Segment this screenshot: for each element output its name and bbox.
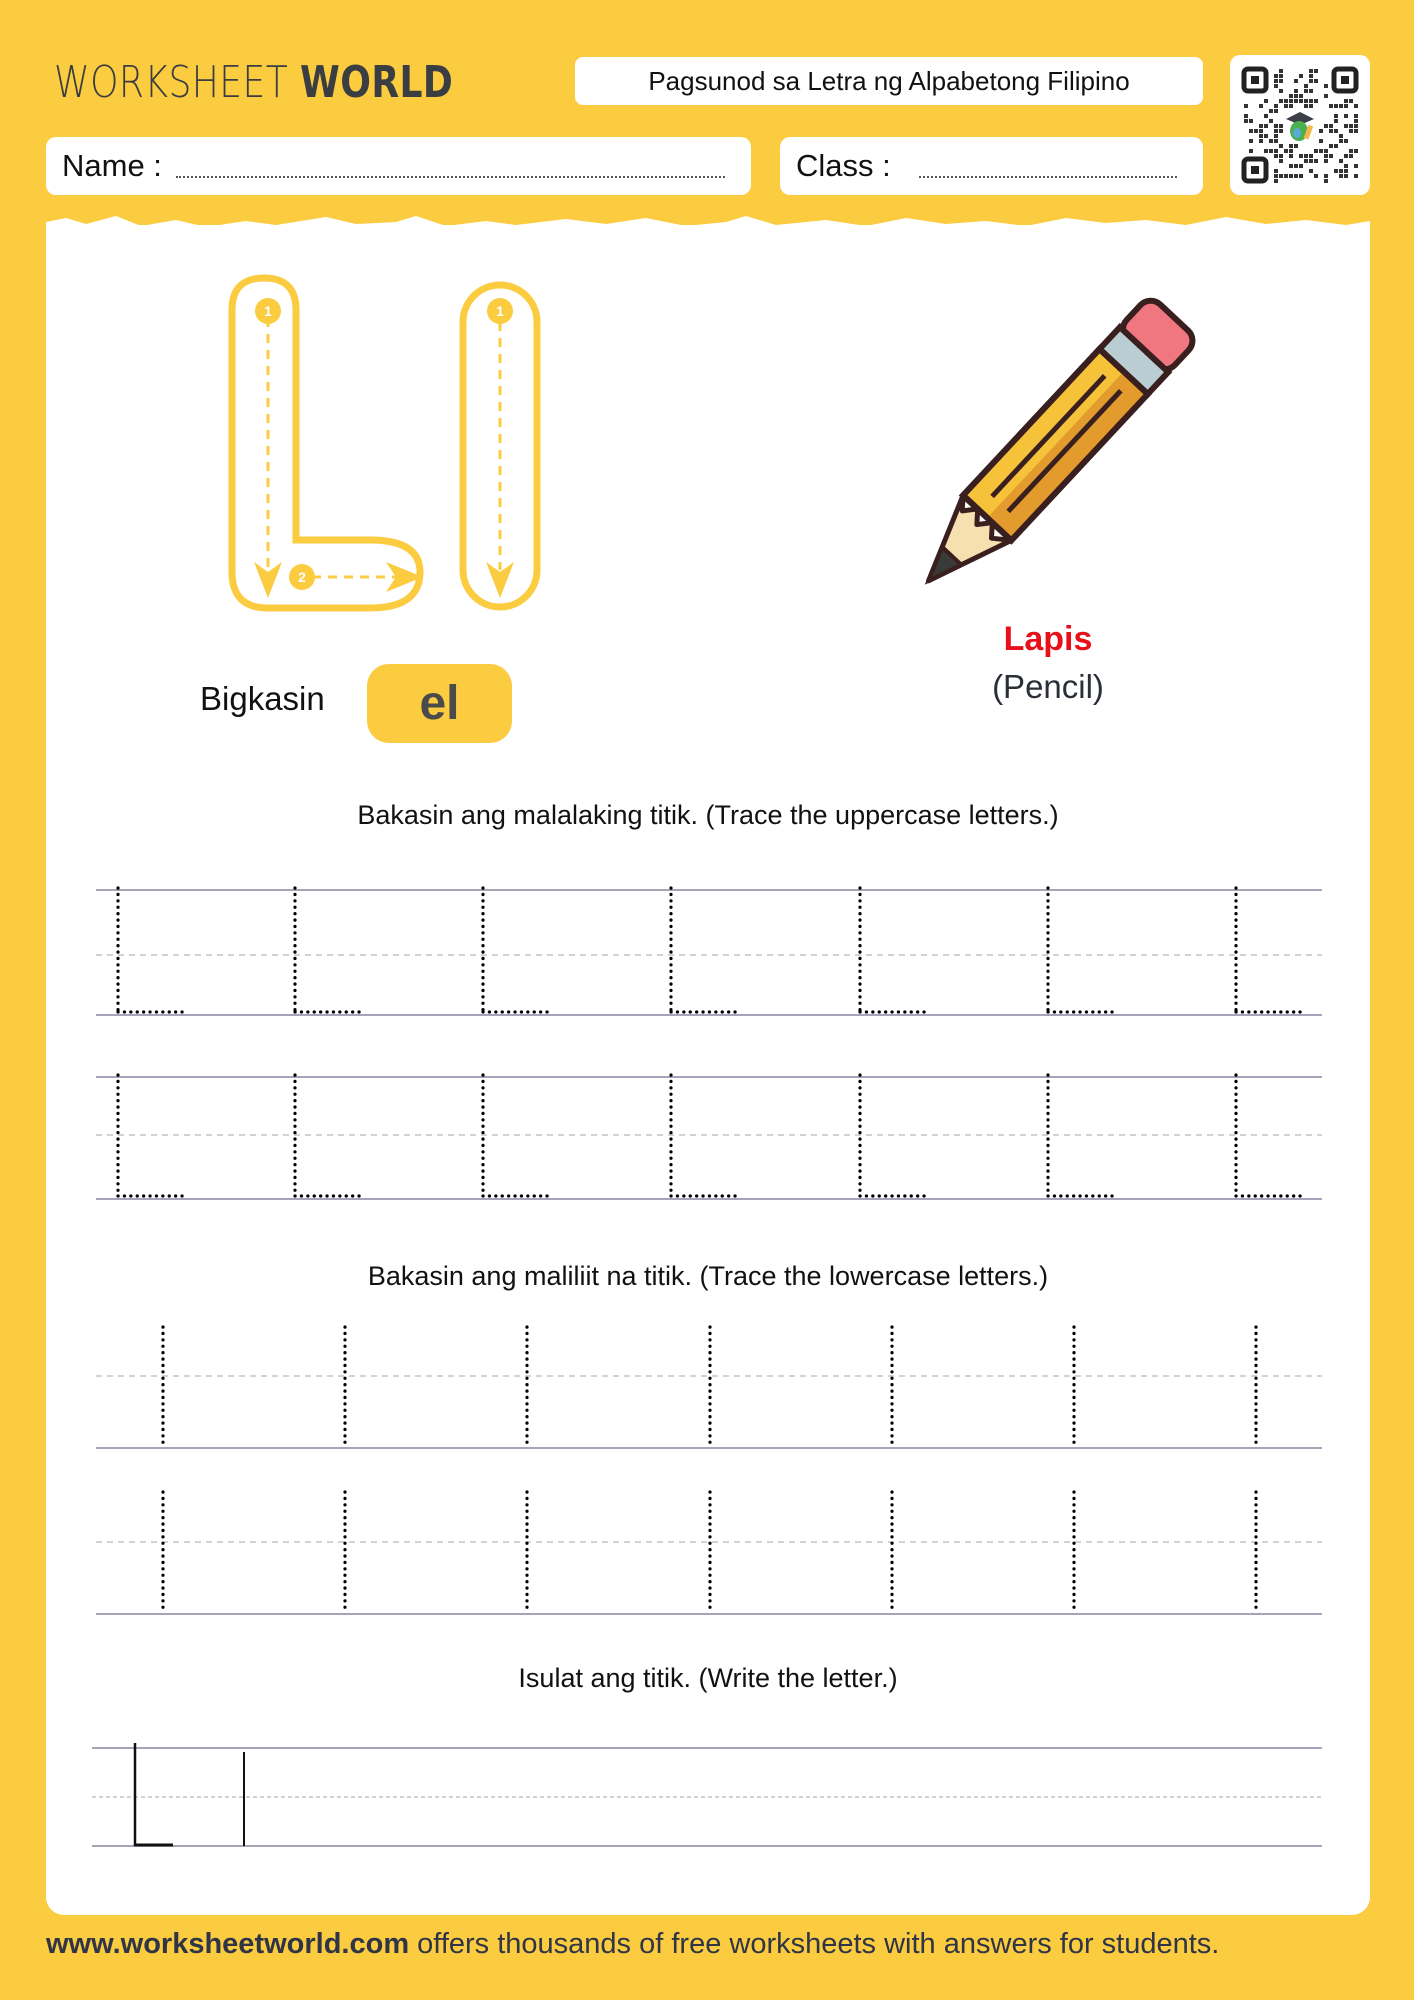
worksheet-title: Pagsunod sa Letra ng Alpabetong Filipino [575, 57, 1203, 105]
svg-text:1: 1 [496, 303, 504, 319]
footer-site-link[interactable]: www.worksheetworld.com [46, 1928, 410, 1960]
picture-word: Lapis [1003, 620, 1093, 658]
pronunciation-badge: el [367, 664, 512, 743]
uppercase-instruction: Bakasin ang malalaking titik. (Trace the uppercase letters.) [357, 800, 1059, 830]
write-instruction: Isulat ang titik. (Write the letter.) [518, 1663, 898, 1693]
svg-text:2: 2 [298, 569, 306, 585]
svg-text:1: 1 [264, 303, 272, 319]
name-label: Name : [62, 148, 162, 183]
lowercase-instruction: Bakasin ang maliliit na titik. (Trace the lowercase letters.) [367, 1261, 1049, 1291]
brand-name: WORKSHEET WORLD [54, 56, 454, 108]
footer-text: www.worksheetworld.com offers thousands of free worksheets with answers for students. [46, 1928, 1220, 1960]
pronounce-label: Bigkasin [200, 680, 325, 717]
class-label: Class : [796, 148, 891, 183]
picture-translation: (Pencil) [992, 668, 1104, 705]
